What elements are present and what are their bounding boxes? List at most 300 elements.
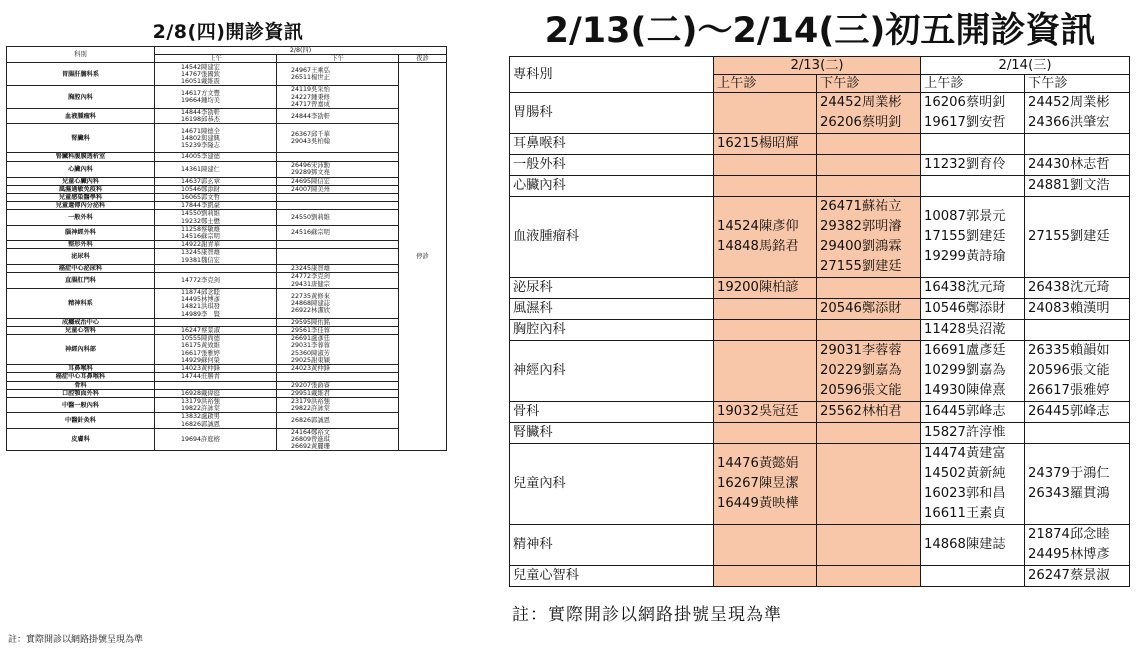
pm-cell <box>277 194 399 202</box>
table-row <box>7 318 447 326</box>
doctor-entry: 14844李劭軒 <box>181 109 220 117</box>
dept-name: 中醫一般內科 <box>7 397 155 412</box>
doctor-entry: 19822許詠棠 <box>181 405 220 413</box>
doctor-entry: 14617方文豐 <box>181 90 220 97</box>
pm-cell <box>277 202 399 210</box>
table-row <box>510 402 1130 423</box>
right-header-dept: 專科別 <box>510 57 714 93</box>
d2-am-cell <box>921 402 1025 423</box>
doctor-entry: 22735黃修來 <box>291 292 330 300</box>
dept-name: 兒童心臟內科 <box>7 177 155 185</box>
dept-name: 心臟內科 <box>7 161 155 177</box>
table-row <box>7 289 447 319</box>
right-table-body <box>510 93 1130 587</box>
dept-name: 腎臟科腹膜透析室 <box>7 153 155 161</box>
dept-name: 精神科 <box>510 525 714 566</box>
d2-am-cell <box>921 444 1025 525</box>
dept-name: 癌症中心泌尿科 <box>7 264 155 272</box>
table-row <box>7 194 447 202</box>
dept-name: 兒童心智科 <box>510 566 714 587</box>
doctor-entry: 16928戴偉庭 <box>181 389 220 397</box>
doctor-entry: 14550劉莉維 <box>181 210 220 218</box>
doctor-entry: 14516蘇宗明 <box>181 233 220 241</box>
dept-name: 血液腫瘤科 <box>510 197 714 278</box>
d2-am-cell <box>921 320 1025 341</box>
am-cell <box>155 63 277 86</box>
table-row <box>7 381 447 389</box>
pm-cell <box>277 264 399 272</box>
doctor-entry: 14542陳建宏 <box>181 63 220 71</box>
d2-pm-cell <box>1025 197 1130 278</box>
doctor-entry: 16051戴維震 <box>181 78 220 85</box>
d2-pm-cell <box>1025 402 1130 423</box>
doctor-entry: 29207張爵睿 <box>291 381 330 389</box>
dept-name: 兒童遺傳內分泌科 <box>7 202 155 210</box>
d2-am-cell <box>921 423 1025 444</box>
table-row <box>7 225 447 240</box>
d1-am-cell <box>714 525 817 566</box>
right-title: 2/13(二)～2/14(三)初五開診資訊 <box>544 11 1096 51</box>
doctor-entry: 16438沈元琦 <box>924 280 1006 295</box>
table-row <box>510 320 1130 341</box>
d1-am-cell <box>714 402 817 423</box>
d1-pm-cell <box>817 176 921 197</box>
doctor-entry: 14023黃仲鋒 <box>181 365 220 373</box>
pm-cell <box>277 241 399 249</box>
doctor-entry: 14802與建興 <box>181 134 220 142</box>
doctor-entry: 11874邱念睦 <box>181 289 220 297</box>
night-status: 停診 <box>399 63 447 451</box>
table-row <box>7 185 447 193</box>
doctor-entry: 16267陳昱潔 <box>717 476 799 491</box>
doctor-entry: 14744莊勝青 <box>181 373 220 381</box>
doctor-entry: 14930陳偉熹 <box>924 383 1006 398</box>
doctor-entry: 27155劉建廷 <box>1028 229 1110 244</box>
doctor-entry: 14502黃新純 <box>924 466 1006 481</box>
dept-name: 耳鼻喉科 <box>7 365 155 373</box>
doctor-entry: 24695陳信宏 <box>291 177 330 185</box>
d1-am-cell <box>714 93 817 134</box>
doctor-entry: 24868陳建誌 <box>291 299 330 307</box>
d1-am-cell <box>714 320 817 341</box>
d1-am-cell <box>714 197 817 278</box>
doctor-entry: 16449黃映樺 <box>717 496 799 511</box>
table-row <box>510 155 1130 176</box>
doctor-entry: 26343羅貫鴻 <box>1028 486 1110 501</box>
right-schedule-table <box>509 56 1130 587</box>
doctor-entry: 24083賴漢明 <box>1028 301 1110 316</box>
am-cell <box>155 318 277 326</box>
table-row <box>7 264 447 272</box>
doctor-entry: 15239李隆志 <box>181 142 220 150</box>
table-row <box>510 423 1130 444</box>
am-cell <box>155 124 277 153</box>
pm-cell <box>277 177 399 185</box>
doctor-entry: 15827許淳惟 <box>924 425 1006 440</box>
pm-cell <box>277 335 399 365</box>
doctor-entry: 23179洪裕強 <box>291 397 330 405</box>
am-cell <box>155 397 277 412</box>
dept-name: 骨科 <box>7 381 155 389</box>
doctor-entry: 19232鄭士懋 <box>181 217 220 225</box>
d1-am-cell <box>714 155 817 176</box>
right-header-d2-pm: 下午診 <box>1025 75 1130 93</box>
doctor-entry: 24007陳美州 <box>291 185 330 193</box>
doctor-entry: 21874邱念睦 <box>1028 527 1110 542</box>
doctor-entry: 10299劉嘉為 <box>924 363 1006 378</box>
doctor-entry: 24227鍾秉修 <box>291 93 330 101</box>
pm-cell <box>277 397 399 412</box>
doctor-entry: 14361陳建仁 <box>181 165 220 173</box>
doctor-entry: 16065郭文哲 <box>181 194 220 202</box>
am-cell <box>155 109 277 124</box>
table-row <box>7 273 447 289</box>
doctor-entry: 20596張文能 <box>1028 363 1110 378</box>
table-row <box>510 341 1130 402</box>
am-cell <box>155 225 277 240</box>
doctor-entry: 10087郭景元 <box>924 209 1006 224</box>
table-row <box>7 161 447 177</box>
doctor-entry: 23245康智雄 <box>291 264 330 272</box>
doctor-entry: 10555陳尚德 <box>181 335 220 343</box>
d1-am-cell <box>714 423 817 444</box>
pm-cell <box>277 428 399 451</box>
doctor-entry: 29289鄧文堯 <box>291 169 330 177</box>
dept-name: 胃腸肝膽科系 <box>7 63 155 86</box>
doctor-entry: 19032吳冠廷 <box>717 404 799 419</box>
left-note: 註：實際開診以網路掛號呈現為準 <box>8 635 144 645</box>
doctor-entry: 20596張文能 <box>820 383 902 398</box>
doctor-entry: 26206蔡明釗 <box>820 115 902 130</box>
doctor-entry: 14474黃建富 <box>924 446 1006 461</box>
d1-pm-cell <box>817 197 921 278</box>
dept-name: 兒童感染醫學科 <box>7 194 155 202</box>
right-note: 註：實際開診以網路掛號呈現為準 <box>512 605 782 625</box>
dept-name: 整形外科 <box>7 241 155 249</box>
table-row <box>7 373 447 381</box>
am-cell <box>155 153 277 161</box>
doctor-entry: 14637郭玄章 <box>181 177 220 185</box>
left-table-body <box>7 63 447 451</box>
doctor-entry: 26335賴韻如 <box>1028 343 1110 358</box>
doctor-entry: 24844李劭軒 <box>291 112 330 120</box>
d1-pm-cell <box>817 134 921 155</box>
left-schedule-table <box>6 46 447 451</box>
doctor-entry: 26511楊世正 <box>291 74 330 82</box>
dept-name: 風濕過敏免疫科 <box>7 185 155 193</box>
doctor-entry: 29025謝東穎 <box>291 356 330 364</box>
am-cell <box>155 241 277 249</box>
doctor-entry: 24366洪肇宏 <box>1028 115 1110 130</box>
doctor-entry: 24717曾嘉成 <box>291 100 330 108</box>
left-header-date: 2/8(四) <box>155 47 447 55</box>
pm-cell <box>277 365 399 373</box>
doctor-entry: 16611王素貞 <box>924 506 1006 521</box>
am-cell <box>155 413 277 428</box>
doctor-entry: 16826郭誠恩 <box>181 420 220 428</box>
d1-pm-cell <box>817 566 921 587</box>
doctor-entry: 29561李佳蓉 <box>291 327 330 335</box>
left-title: 2/8(四)開診資訊 <box>152 21 304 43</box>
doctor-entry: 17844李凱豪 <box>181 202 220 210</box>
doctor-entry: 11258蔡敏雄 <box>181 225 220 233</box>
am-cell <box>155 273 277 289</box>
doctor-entry: 27155劉建廷 <box>820 259 902 274</box>
am-cell <box>155 86 277 109</box>
table-row <box>7 335 447 365</box>
right-header-d1-pm: 下午診 <box>817 75 921 93</box>
doctor-entry: 24023黃仲鋒 <box>291 365 330 373</box>
d2-pm-cell <box>1025 134 1130 155</box>
doctor-entry: 14922謝青華 <box>181 241 220 249</box>
doctor-entry: 29043吳柏翰 <box>291 138 330 146</box>
dept-name: 血液腫瘤科 <box>7 109 155 124</box>
d2-pm-cell <box>1025 423 1130 444</box>
am-cell <box>155 373 277 381</box>
am-cell <box>155 428 277 451</box>
doctor-entry: 10546鄭添財 <box>924 301 1006 316</box>
doctor-entry: 16617張雅婷 <box>181 349 220 357</box>
dept-name: 癌症中心耳鼻喉科 <box>7 373 155 381</box>
am-cell <box>155 202 277 210</box>
doctor-entry: 26367邱千華 <box>291 131 330 139</box>
doctor-entry: 16206蔡明釗 <box>924 95 1006 110</box>
table-row <box>510 93 1130 134</box>
table-row <box>7 397 447 412</box>
table-row <box>510 176 1130 197</box>
doctor-entry: 20229劉嘉為 <box>820 363 902 378</box>
am-cell <box>155 194 277 202</box>
d2-am-cell <box>921 134 1025 155</box>
doctor-entry: 24495林博彥 <box>1028 547 1110 562</box>
doctor-entry: 26922林潔欣 <box>291 307 330 315</box>
doctor-entry: 14989李 賢 <box>181 310 220 318</box>
doctor-entry: 24379于鴻仁 <box>1028 466 1110 481</box>
doctor-entry: 26247蔡景淑 <box>1028 568 1110 583</box>
pm-cell <box>277 63 399 86</box>
d2-pm-cell <box>1025 566 1130 587</box>
pm-cell <box>277 225 399 240</box>
doctor-entry: 24967王乘弘 <box>291 67 330 75</box>
pm-cell <box>277 327 399 335</box>
doctor-entry: 16445郭峰志 <box>924 404 1006 419</box>
d2-am-cell <box>921 155 1025 176</box>
d1-pm-cell <box>817 402 921 423</box>
dept-name: 兒童內科 <box>510 444 714 525</box>
dept-name: 胃腸科 <box>510 93 714 134</box>
table-row <box>7 241 447 249</box>
d2-pm-cell <box>1025 525 1130 566</box>
am-cell <box>155 249 277 264</box>
table-row <box>7 63 447 86</box>
d2-pm-cell <box>1025 176 1130 197</box>
doctor-entry: 26438沈元琦 <box>1028 280 1110 295</box>
d1-am-cell <box>714 299 817 320</box>
am-cell <box>155 389 277 397</box>
dept-name: 皮膚科 <box>7 428 155 451</box>
d2-pm-cell <box>1025 444 1130 525</box>
d1-pm-cell <box>817 93 921 134</box>
table-row <box>7 109 447 124</box>
doctor-entry: 24516蘇宗明 <box>291 229 330 237</box>
d1-am-cell <box>714 341 817 402</box>
d1-pm-cell <box>817 341 921 402</box>
doctor-entry: 26471蘇祐立 <box>820 199 902 214</box>
am-cell <box>155 210 277 225</box>
doctor-entry: 29400劉鴻霖 <box>820 239 902 254</box>
d2-am-cell <box>921 299 1025 320</box>
dept-name: 胸腔內科 <box>510 320 714 341</box>
doctor-entry: 24164鄭裕文 <box>291 428 330 436</box>
d1-pm-cell <box>817 155 921 176</box>
dept-name: 口腔顎面外科 <box>7 389 155 397</box>
d1-pm-cell <box>817 525 921 566</box>
d1-pm-cell <box>817 278 921 299</box>
doctor-entry: 16023郭和昌 <box>924 486 1006 501</box>
table-row <box>7 202 447 210</box>
pm-cell <box>277 153 399 161</box>
d1-pm-cell <box>817 320 921 341</box>
d1-pm-cell <box>817 299 921 320</box>
doctor-entry: 24550劉莉維 <box>291 214 330 222</box>
pm-cell <box>277 318 399 326</box>
am-cell <box>155 365 277 373</box>
doctor-entry: 14524陳彥仰 <box>717 219 799 234</box>
doctor-entry: 17155劉建廷 <box>924 229 1006 244</box>
pm-cell <box>277 210 399 225</box>
left-header-pm: 下午 <box>277 55 399 63</box>
dept-name: 一般外科 <box>510 155 714 176</box>
doctor-entry: 20546鄭添財 <box>820 301 902 316</box>
am-cell <box>155 335 277 365</box>
d2-am-cell <box>921 176 1025 197</box>
table-row <box>7 210 447 225</box>
table-row <box>7 249 447 264</box>
table-row <box>510 525 1130 566</box>
am-cell <box>155 161 277 177</box>
right-header-date1: 2/13(二) <box>714 57 921 75</box>
d2-am-cell <box>921 525 1025 566</box>
d2-pm-cell <box>1025 93 1130 134</box>
dept-name: 腦神經外科 <box>7 225 155 240</box>
doctor-entry: 11428吳沼漧 <box>924 322 1006 337</box>
doctor-entry: 19381魏信宏 <box>181 256 220 264</box>
doctor-entry: 29431唐健宗 <box>291 280 330 288</box>
doctor-entry: 10546鄭添財 <box>181 185 220 193</box>
dept-name: 直腸肛門科 <box>7 273 155 289</box>
dept-name: 兒童心智科 <box>7 327 155 335</box>
doctor-entry: 14005李建德 <box>181 153 220 161</box>
dept-name: 骨科 <box>510 402 714 423</box>
table-row <box>7 365 447 373</box>
table-row <box>7 327 447 335</box>
doctor-entry: 26617張雅婷 <box>1028 383 1110 398</box>
left-header-night: 夜診 <box>399 55 447 63</box>
dept-name: 中醫針灸科 <box>7 413 155 428</box>
doctor-entry: 14821洪琪發 <box>181 303 220 311</box>
doctor-entry: 25562林柏君 <box>820 404 902 419</box>
doctor-entry: 13179洪裕強 <box>181 397 220 405</box>
table-row <box>7 389 447 397</box>
dept-name: 成癮戒治中心 <box>7 318 155 326</box>
d2-pm-cell <box>1025 299 1130 320</box>
table-row <box>510 444 1130 525</box>
doctor-entry: 24430林志哲 <box>1028 157 1110 172</box>
dept-name: 泌尿科 <box>7 249 155 264</box>
doctor-entry: 25360陳淑芳 <box>291 349 330 357</box>
table-row <box>7 428 447 451</box>
d1-pm-cell <box>817 444 921 525</box>
d1-am-cell <box>714 566 817 587</box>
table-row <box>7 153 447 161</box>
pm-cell <box>277 185 399 193</box>
doctor-entry: 14929蘇何榮 <box>181 356 220 364</box>
pm-cell <box>277 249 399 264</box>
doctor-entry: 26809曾進琪 <box>291 435 330 443</box>
pm-cell <box>277 413 399 428</box>
pm-cell <box>277 109 399 124</box>
am-cell <box>155 177 277 185</box>
doctor-entry: 19664鍾均美 <box>181 97 220 105</box>
dept-name: 耳鼻喉科 <box>510 134 714 155</box>
doctor-entry: 24881劉文浩 <box>1028 178 1110 193</box>
table-row <box>510 134 1130 155</box>
am-cell <box>155 289 277 319</box>
d2-am-cell <box>921 566 1025 587</box>
doctor-entry: 26826郭誠恩 <box>291 416 330 424</box>
d2-am-cell <box>921 197 1025 278</box>
doctor-entry: 19617劉安哲 <box>924 115 1006 130</box>
d2-am-cell <box>921 278 1025 299</box>
am-cell <box>155 264 277 272</box>
dept-name: 一般外科 <box>7 210 155 225</box>
table-row <box>510 566 1130 587</box>
table-row <box>7 413 447 428</box>
doctor-entry: 19299黃詩瑜 <box>924 249 1006 264</box>
d1-am-cell <box>714 134 817 155</box>
doctor-entry: 29595陳佑銘 <box>291 318 330 326</box>
doctor-entry: 14772李克剑 <box>181 276 220 284</box>
doctor-entry: 24452周業彬 <box>820 95 902 110</box>
doctor-entry: 16198邱恭杰 <box>181 116 220 124</box>
pm-cell <box>277 161 399 177</box>
d2-pm-cell <box>1025 341 1130 402</box>
right-header-d1-am: 上午診 <box>714 75 817 93</box>
d1-am-cell <box>714 176 817 197</box>
doctor-entry: 29382郭明濬 <box>820 219 902 234</box>
right-header-date2: 2/14(三) <box>921 57 1130 75</box>
doctor-entry: 16215楊昭輝 <box>717 136 799 151</box>
pm-cell <box>277 86 399 109</box>
dept-name: 泌尿科 <box>510 278 714 299</box>
doctor-entry: 26691盧彥廷 <box>291 335 330 343</box>
dept-name: 胸腔內科 <box>7 86 155 109</box>
doctor-entry: 13245康智雄 <box>181 249 220 257</box>
table-row <box>510 278 1130 299</box>
table-row <box>7 124 447 153</box>
left-header-dept: 科別 <box>7 47 155 63</box>
doctor-entry: 24772李克剑 <box>291 273 330 281</box>
doctor-entry: 24452周業彬 <box>1028 95 1110 110</box>
pm-cell <box>277 373 399 381</box>
doctor-entry: 14476黃懿娟 <box>717 456 799 471</box>
doctor-entry: 26692黃麗珊 <box>291 443 330 451</box>
d2-pm-cell <box>1025 320 1130 341</box>
doctor-entry: 14848馬銘君 <box>717 239 799 254</box>
doctor-entry: 29031李蓉蓉 <box>820 343 902 358</box>
doctor-entry: 19200陳柏諺 <box>717 280 799 295</box>
pm-cell <box>277 124 399 153</box>
